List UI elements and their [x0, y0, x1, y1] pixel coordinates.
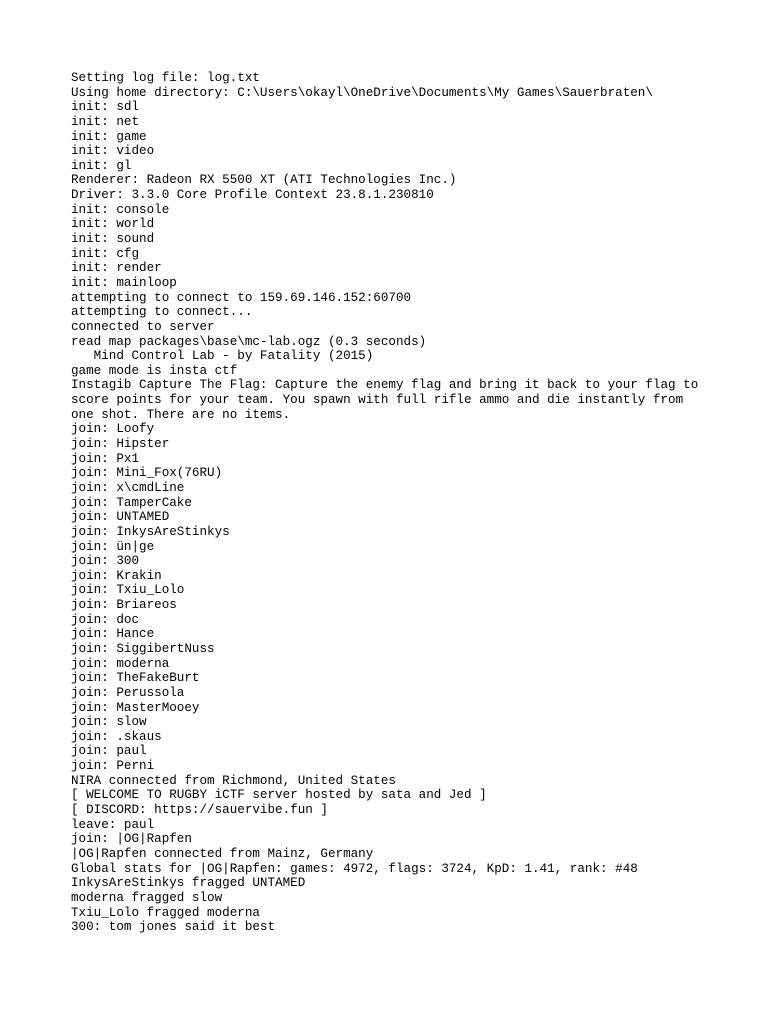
log-line: join: slow — [71, 715, 147, 730]
log-line: join: MasterMooey — [71, 700, 200, 715]
log-line: attempting to connect... — [71, 305, 253, 320]
log-line: join: moderna — [71, 656, 170, 671]
log-line: join: paul — [71, 744, 147, 759]
log-line: join: Loofy — [71, 422, 155, 437]
log-line: join: Txiu_Lolo — [71, 583, 185, 598]
log-line: Setting log file: log.txt — [71, 71, 260, 85]
log-line: join: Perni — [71, 759, 155, 774]
log-line: join: Hance — [71, 627, 155, 642]
log-line: [ DISCORD: https://sauervibe.fun ] — [71, 803, 328, 818]
log-line: Instagib Capture The Flag: Capture the enemy flag and bring it back to your flag to — [71, 378, 699, 393]
log-line: init: game — [71, 129, 147, 144]
log-line: join: .skaus — [71, 729, 162, 744]
log-line: join: Hipster — [71, 437, 170, 452]
log-line: InkysAreStinkys fragged UNTAMED — [71, 876, 306, 891]
log-line: one shot. There are no items. — [71, 407, 291, 422]
log-line: Using home directory: C:\Users\okayl\OneDrive\Documents\My Games\Sauerbraten\ — [71, 85, 653, 100]
log-line: init: gl — [71, 158, 132, 173]
log-line: join: SiggibertNuss — [71, 641, 215, 656]
log-line: read map packages\base\mc-lab.ogz (0.3 seconds) — [71, 334, 427, 349]
log-line: join: doc — [71, 612, 140, 627]
log-line: join: x\cmdLine — [71, 480, 185, 495]
log-line: leave: paul — [71, 817, 155, 832]
log-line: join: Krakin — [71, 568, 162, 583]
log-line: [ WELCOME TO RUGBY iCTF server hosted by sata and Jed ] — [71, 788, 487, 803]
log-line: init: world — [71, 217, 155, 232]
log-line: join: Briareos — [71, 598, 177, 613]
log-line: |OG|Rapfen connected from Mainz, Germany — [71, 846, 374, 861]
log-line: join: Perussola — [71, 685, 185, 700]
log-line: init: cfg — [71, 246, 140, 261]
log-line: join: 300 — [71, 554, 140, 569]
log-line: Renderer: Radeon RX 5500 XT (ATI Technologies Inc.) — [71, 173, 457, 188]
log-line: attempting to connect to 159.69.146.152:60700 — [71, 290, 412, 305]
log-line: moderna fragged slow — [71, 890, 223, 905]
log-line: init: video — [71, 144, 155, 159]
log-line: join: ün|ge — [71, 539, 155, 554]
log-line: Mind Control Lab - by Fatality (2015) — [71, 349, 374, 364]
log-line: join: TheFakeBurt — [71, 671, 200, 686]
log-line: init: mainloop — [71, 275, 177, 290]
log-line: init: sdl — [71, 100, 140, 115]
log-line: Global stats for |OG|Rapfen: games: 4972, flags: 3724, KpD: 1.41, rank: #48 — [71, 861, 638, 876]
log-line: init: net — [71, 114, 140, 129]
log-line: join: UNTAMED — [71, 510, 170, 525]
log-line: join: TamperCake — [71, 495, 192, 510]
log-line: game mode is insta ctf — [71, 363, 238, 378]
log-line: score points for your team. You spawn with full rifle ammo and die instantly from — [71, 393, 684, 408]
log-line: connected to server — [71, 319, 215, 334]
log-line: join: |OG|Rapfen — [71, 832, 192, 847]
log-line: Txiu_Lolo fragged moderna — [71, 905, 260, 920]
log-line: 300: tom jones said it best — [71, 920, 276, 935]
log-line: join: Mini_Fox(76RU) — [71, 466, 223, 481]
log-line: init: render — [71, 261, 162, 276]
log-line: init: console — [71, 202, 170, 217]
log-line: Driver: 3.3.0 Core Profile Context 23.8.1.230810 — [71, 188, 434, 203]
log-document — [71, 71, 711, 935]
log-line: init: sound — [71, 232, 155, 247]
log-line: join: Px1 — [71, 451, 140, 466]
log-line: NIRA connected from Richmond, United States — [71, 773, 396, 788]
log-line: join: InkysAreStinkys — [71, 524, 230, 539]
